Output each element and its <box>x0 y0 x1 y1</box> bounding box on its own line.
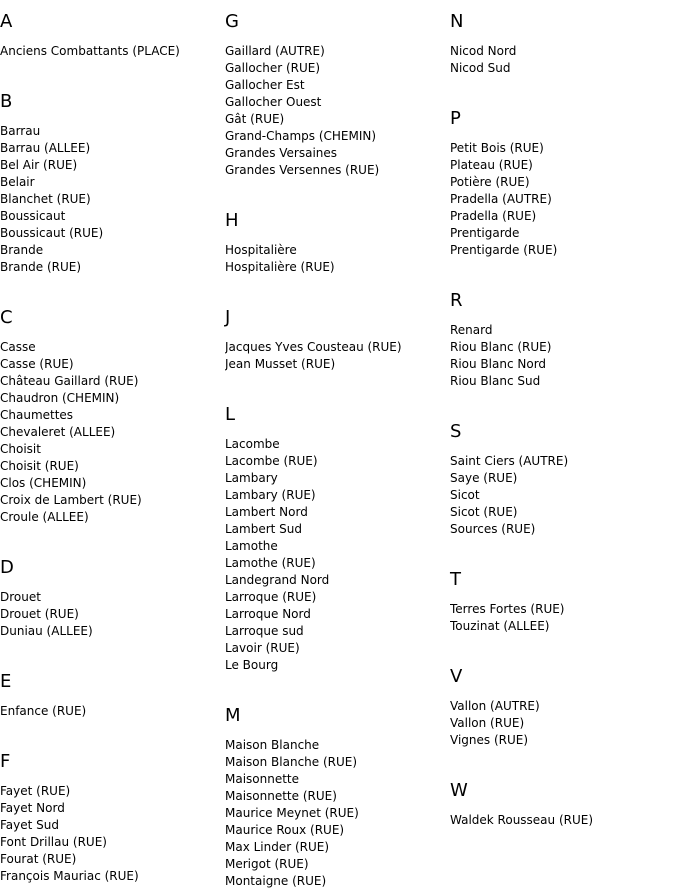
street-name: Max Linder (RUE) <box>225 840 330 854</box>
letter-section-d <box>0 558 215 660</box>
section-spacer <box>0 640 215 660</box>
letter-section-l <box>225 405 440 694</box>
street-name: Grandes Versaines <box>225 146 338 160</box>
street-name: Croix de Lambert (RUE) <box>0 493 142 507</box>
street-name: Pradella (RUE) <box>450 209 537 223</box>
street-name: Fayet Sud <box>0 818 59 832</box>
street-name: Choisit (RUE) <box>0 459 79 473</box>
street-name: Lamothe (RUE) <box>225 556 316 570</box>
street-name: Plateau (RUE) <box>450 158 533 172</box>
street-list <box>450 322 665 390</box>
letter-heading: M <box>225 705 241 726</box>
letter-section-n <box>450 12 665 97</box>
street-name: Lambert Sud <box>225 522 303 536</box>
street-list <box>225 436 440 674</box>
street-name: Montaigne (RUE) <box>225 874 327 888</box>
street-name: Saye (RUE) <box>450 471 518 485</box>
street-name: Gallocher (RUE) <box>225 61 321 75</box>
street-name: Brande (RUE) <box>0 260 82 274</box>
letter-heading: T <box>450 569 461 590</box>
street-name: Drouet <box>0 590 41 604</box>
street-name: Touzinat (ALLEE) <box>450 619 550 633</box>
letter-heading: S <box>450 421 462 442</box>
street-name: Pradella (AUTRE) <box>450 192 552 206</box>
street-name: Casse (RUE) <box>0 357 74 371</box>
street-list <box>450 43 665 77</box>
street-name: Fayet (RUE) <box>0 784 71 798</box>
letter-heading: B <box>0 91 13 112</box>
street-name: Gallocher Ouest <box>225 95 322 109</box>
letter-heading: W <box>450 780 468 801</box>
street-name: Gât (RUE) <box>225 112 285 126</box>
section-spacer <box>0 720 215 740</box>
letter-heading: C <box>0 307 13 328</box>
street-name: Waldek Rousseau (RUE) <box>450 813 594 827</box>
letter-section-m <box>225 706 440 890</box>
street-name: Maurice Meynet (RUE) <box>225 806 359 820</box>
street-name: Saint Ciers (AUTRE) <box>450 454 569 468</box>
street-list <box>0 783 215 885</box>
street-list <box>450 601 665 635</box>
street-name: Duniau (ALLEE) <box>0 624 93 638</box>
street-name: Maisonnette <box>225 772 300 786</box>
street-name: François Mauriac (RUE) <box>0 869 139 883</box>
street-name: Lamothe <box>225 539 278 553</box>
section-spacer <box>225 276 440 296</box>
street-name: Jacques Yves Cousteau (RUE) <box>225 340 402 354</box>
street-name: Anciens Combattants (PLACE) <box>0 44 180 58</box>
letter-section-p <box>450 109 665 279</box>
street-list <box>0 339 215 526</box>
section-spacer <box>450 749 665 769</box>
street-name: Lambary (RUE) <box>225 488 316 502</box>
street-index-column-1 <box>0 0 215 885</box>
letter-section-a <box>0 12 215 80</box>
letter-section-c <box>0 308 215 546</box>
street-name: Fayet Nord <box>0 801 65 815</box>
letter-section-e <box>0 672 215 740</box>
letter-section-f <box>0 752 215 885</box>
section-spacer <box>0 276 215 296</box>
street-name: Landegrand Nord <box>225 573 330 587</box>
street-name: Lacombe (RUE) <box>225 454 318 468</box>
street-name: Gaillard (AUTRE) <box>225 44 325 58</box>
street-name: Sicot <box>450 488 480 502</box>
street-name: Choisit <box>0 442 41 456</box>
section-spacer <box>450 538 665 558</box>
street-name: Barrau (ALLEE) <box>0 141 91 155</box>
street-list <box>225 43 440 179</box>
letter-section-r <box>450 291 665 410</box>
street-index-column-2 <box>225 0 440 890</box>
street-name: Fourat (RUE) <box>0 852 77 866</box>
street-name: Larroque sud <box>225 624 304 638</box>
letter-heading: P <box>450 108 461 129</box>
street-name: Prentigarde <box>450 226 520 240</box>
street-name: Vallon (RUE) <box>450 716 525 730</box>
street-name: Potière (RUE) <box>450 175 530 189</box>
section-spacer <box>225 373 440 393</box>
section-spacer <box>450 77 665 97</box>
street-name: Casse <box>0 340 36 354</box>
street-list <box>450 812 665 829</box>
letter-section-j <box>225 308 440 393</box>
section-spacer <box>225 674 440 694</box>
street-name: Grandes Versennes (RUE) <box>225 163 380 177</box>
street-name: Riou Blanc Nord <box>450 357 547 371</box>
street-list <box>450 698 665 749</box>
street-name: Maurice Roux (RUE) <box>225 823 345 837</box>
street-name: Chaudron (CHEMIN) <box>0 391 120 405</box>
street-name: Château Gaillard (RUE) <box>0 374 139 388</box>
street-list <box>0 589 215 640</box>
street-name: Nicod Nord <box>450 44 517 58</box>
letter-heading: L <box>225 404 236 425</box>
street-name: Jean Musset (RUE) <box>225 357 336 371</box>
street-name: Petit Bois (RUE) <box>450 141 544 155</box>
letter-section-b <box>0 92 215 296</box>
letter-section-g <box>225 12 440 199</box>
street-name: Grand-Champs (CHEMIN) <box>225 129 377 143</box>
street-name: Nicod Sud <box>450 61 511 75</box>
street-name: Croule (ALLEE) <box>0 510 89 524</box>
street-name: Terres Fortes (RUE) <box>450 602 565 616</box>
letter-section-t <box>450 570 665 655</box>
street-name: Chaumettes <box>0 408 74 422</box>
street-name: Larroque Nord <box>225 607 311 621</box>
street-name: Le Bourg <box>225 658 279 672</box>
street-name: Bel Air (RUE) <box>0 158 78 172</box>
street-name: Riou Blanc Sud <box>450 374 541 388</box>
street-name: Enfance (RUE) <box>0 704 87 718</box>
letter-heading: R <box>450 290 463 311</box>
street-list <box>450 453 665 538</box>
street-name: Sources (RUE) <box>450 522 536 536</box>
section-spacer <box>450 259 665 279</box>
street-name: Brande <box>0 243 44 257</box>
street-list <box>0 123 215 276</box>
street-name: Barrau <box>0 124 41 138</box>
street-name: Belair <box>0 175 35 189</box>
street-name: Merigot (RUE) <box>225 857 309 871</box>
letter-section-s <box>450 422 665 558</box>
letter-heading: H <box>225 210 239 231</box>
street-name: Font Drillau (RUE) <box>0 835 107 849</box>
street-name: Prentigarde (RUE) <box>450 243 558 257</box>
street-index-column-3 <box>450 0 665 829</box>
street-name: Maisonnette (RUE) <box>225 789 337 803</box>
street-name: Riou Blanc (RUE) <box>450 340 552 354</box>
street-name: Maison Blanche <box>225 738 320 752</box>
section-spacer <box>0 526 215 546</box>
letter-heading: D <box>0 557 14 578</box>
letter-section-v <box>450 667 665 769</box>
street-name: Renard <box>450 323 493 337</box>
street-list <box>450 140 665 259</box>
street-name: Chevaleret (ALLEE) <box>0 425 116 439</box>
letter-heading: A <box>0 11 13 32</box>
street-name: Lambary <box>225 471 278 485</box>
street-name: Gallocher Est <box>225 78 305 92</box>
letter-heading: J <box>225 307 231 328</box>
section-spacer <box>450 390 665 410</box>
street-list <box>225 339 440 373</box>
section-spacer <box>450 635 665 655</box>
section-spacer <box>225 179 440 199</box>
street-name: Maison Blanche (RUE) <box>225 755 358 769</box>
street-name: Hospitalière (RUE) <box>225 260 335 274</box>
street-name: Blanchet (RUE) <box>0 192 91 206</box>
street-name: Drouet (RUE) <box>0 607 79 621</box>
street-name: Hospitalière <box>225 243 297 257</box>
letter-heading: N <box>450 11 464 32</box>
street-name: Lavoir (RUE) <box>225 641 300 655</box>
street-list <box>0 43 215 60</box>
street-name: Clos (CHEMIN) <box>0 476 87 490</box>
letter-section-w <box>450 781 665 829</box>
letter-heading: V <box>450 666 463 687</box>
street-list <box>0 703 215 720</box>
letter-heading: E <box>0 671 12 692</box>
street-name: Boussicaut <box>0 209 66 223</box>
street-list <box>225 737 440 890</box>
section-spacer <box>0 60 215 80</box>
letter-section-h <box>225 211 440 296</box>
street-name: Boussicaut (RUE) <box>0 226 104 240</box>
street-list <box>225 242 440 276</box>
letter-heading: G <box>225 11 239 32</box>
street-name: Lacombe <box>225 437 280 451</box>
letter-heading: F <box>0 751 11 772</box>
street-name: Larroque (RUE) <box>225 590 317 604</box>
street-name: Vallon (AUTRE) <box>450 699 540 713</box>
street-name: Vignes (RUE) <box>450 733 529 747</box>
street-name: Lambert Nord <box>225 505 308 519</box>
street-name: Sicot (RUE) <box>450 505 518 519</box>
